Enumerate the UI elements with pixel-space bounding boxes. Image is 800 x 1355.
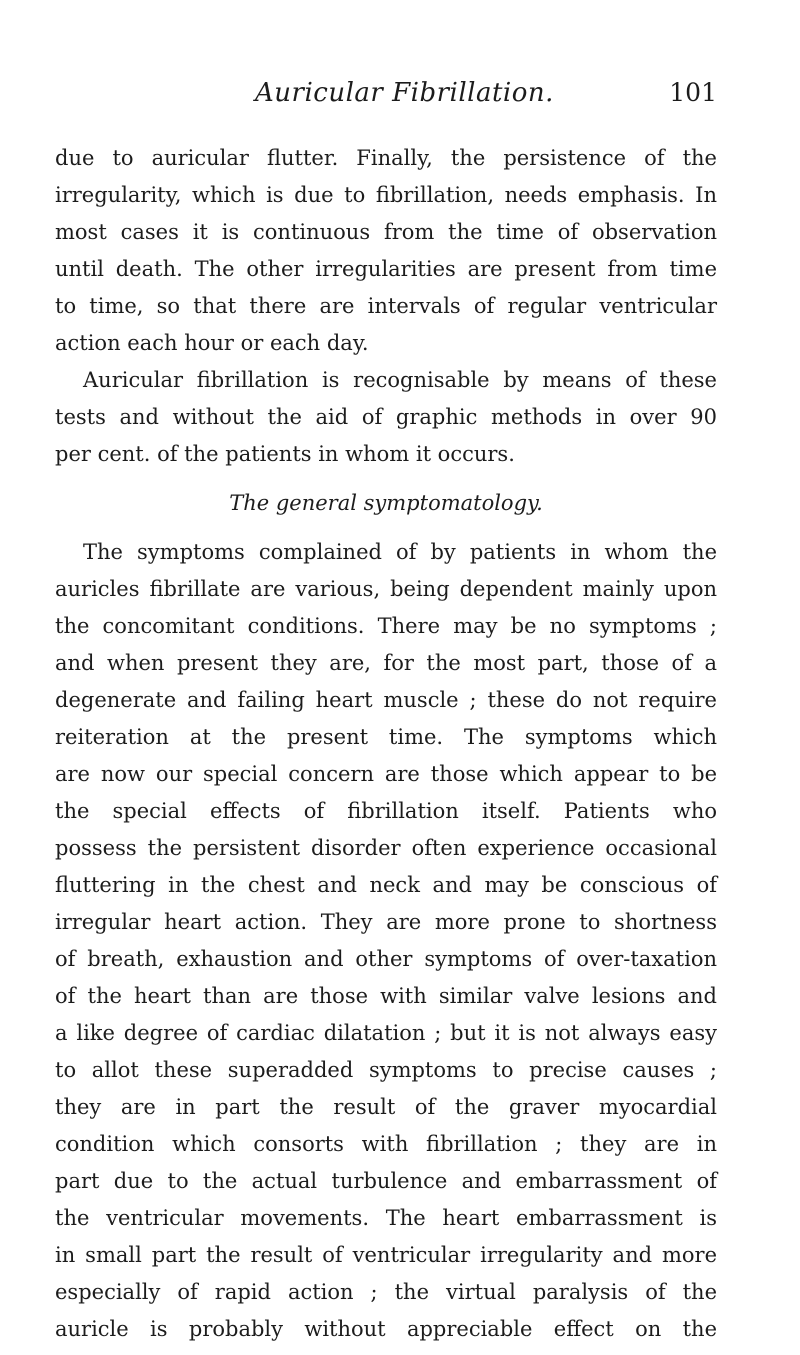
text-line: fluttering in the chest and neck and may be conscious of (55, 873, 717, 897)
text-line: due to auricular flutter. Finally, the persistence of the (55, 146, 717, 170)
text-line: are now our special concern are those which appear to be (55, 762, 717, 786)
text-line: The symptoms complained of by patients in whom the (83, 540, 717, 564)
section-heading: The general symptomatology. (229, 491, 543, 515)
text-line: the ventricular movements. The heart embarrassment is (55, 1206, 717, 1230)
text-line: to time, so that there are intervals of regular ventricular (55, 294, 717, 318)
page-number: 101 (669, 78, 717, 107)
text-line: a like degree of cardiac dilatation ; but it is not always easy (55, 1021, 717, 1045)
text-line: condition which consorts with fibrillation ; they are in (55, 1132, 717, 1156)
text-line: reiteration at the present time. The symptoms which (55, 725, 717, 749)
text-line: Auricular fibrillation is recognisable by means of these (83, 368, 717, 392)
text-line: possess the persistent disorder often experience occasional (55, 836, 717, 860)
text-line: the special effects of fibrillation itself. Patients who (55, 799, 717, 823)
text-line: part due to the actual turbulence and embarrassment of (55, 1169, 717, 1193)
text-line: auricle is probably without appreciable effect on the (55, 1317, 717, 1341)
text-line: they are in part the result of the graver myocardial (55, 1095, 717, 1119)
text-line: of the heart than are those with similar valve lesions and (55, 984, 717, 1008)
text-line: most cases it is continuous from the time of observation (55, 220, 717, 244)
running-title: Auricular Fibrillation. (255, 78, 554, 108)
text-line: to allot these superadded symptoms to precise causes ; (55, 1058, 717, 1082)
text-line: irregular heart action. They are more prone to shortness (55, 910, 717, 934)
body-text (55, 140, 717, 1348)
text-line: action each hour or each day. (55, 331, 369, 355)
paragraph-3 (55, 534, 717, 1348)
paragraph-1 (55, 140, 717, 362)
text-line: until death. The other irregularities are present from time (55, 257, 717, 281)
text-line: tests and without the aid of graphic methods in over 90 (55, 405, 717, 429)
text-line: the concomitant conditions. There may be no symptoms ; (55, 614, 717, 638)
text-line: of breath, exhaustion and other symptoms of over-taxation (55, 947, 717, 971)
paragraph-2 (55, 362, 717, 473)
text-line: and when present they are, for the most part, those of a (55, 651, 717, 675)
text-line: degenerate and failing heart muscle ; these do not require (55, 688, 717, 712)
page-header (255, 78, 717, 118)
text-line: auricles fibrillate are various, being dependent mainly upon (55, 577, 717, 601)
text-line: in small part the result of ventricular irregularity and more (55, 1243, 717, 1267)
text-line: irregularity, which is due to fibrillation, needs emphasis. In (55, 183, 717, 207)
text-line: per cent. of the patients in whom it occurs. (55, 442, 515, 466)
text-line: especially of rapid action ; the virtual paralysis of the (55, 1280, 717, 1304)
